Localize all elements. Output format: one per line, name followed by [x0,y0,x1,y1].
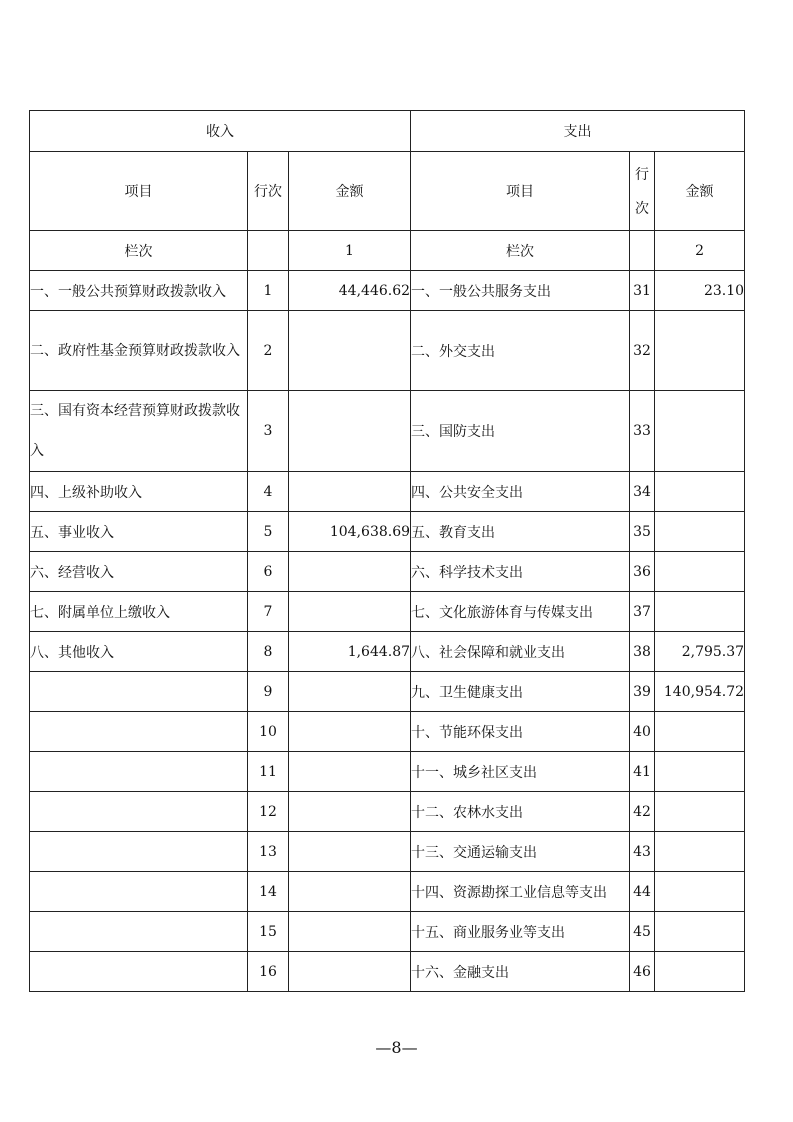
income-item-header: 项目 [30,152,248,231]
income-item: 六、经营收入 [30,552,248,592]
expense-line: 32 [630,311,655,391]
income-column-label: 栏次 [30,231,248,271]
income-line: 13 [248,832,289,872]
table-row [30,952,745,992]
income-amount [289,311,411,391]
expense-line: 38 [630,632,655,672]
table-row [30,271,745,311]
expense-line: 34 [630,472,655,512]
income-line: 16 [248,952,289,992]
income-item [30,712,248,752]
expense-amount [655,552,745,592]
income-item [30,912,248,952]
expense-item: 四、公共安全支出 [411,472,630,512]
expense-line-header-bottom: 次 [635,201,650,217]
income-column-number: 1 [289,231,411,271]
expense-amount [655,912,745,952]
expense-item: 八、社会保障和就业支出 [411,632,630,672]
table-row [30,512,745,552]
income-item: 二、政府性基金预算财政拨款收入 [30,311,248,391]
income-line: 4 [248,472,289,512]
expense-item: 十三、交通运输支出 [411,832,630,872]
income-line: 7 [248,592,289,632]
income-amount [289,472,411,512]
table-row [30,832,745,872]
page-number: —8— [375,1038,418,1057]
income-amount [289,792,411,832]
expense-item: 五、教育支出 [411,512,630,552]
expense-amount-header: 金额 [655,152,745,231]
table-row [30,472,745,512]
income-item: 五、事业收入 [30,512,248,552]
expense-line: 46 [630,952,655,992]
table-row [30,792,745,832]
income-amount [289,872,411,912]
income-line: 9 [248,672,289,712]
expense-column-label: 栏次 [411,231,630,271]
expense-item: 二、外交支出 [411,311,630,391]
column-number-row [30,231,745,271]
income-line: 12 [248,792,289,832]
table-row [30,912,745,952]
income-header: 收入 [30,111,411,152]
income-item [30,952,248,992]
expense-item: 七、文化旅游体育与传媒支出 [411,592,630,632]
income-item: 八、其他收入 [30,632,248,672]
income-line: 5 [248,512,289,552]
expense-amount [655,311,745,391]
expense-line: 41 [630,752,655,792]
income-item [30,672,248,712]
income-line: 6 [248,552,289,592]
income-line: 14 [248,872,289,912]
income-amount [289,552,411,592]
income-line-header: 行次 [248,152,289,231]
expense-amount [655,792,745,832]
expense-amount [655,952,745,992]
table-row [30,752,745,792]
income-amount [289,672,411,712]
expense-item: 三、国防支出 [411,391,630,472]
expense-column-number: 2 [655,231,745,271]
income-line: 10 [248,712,289,752]
expense-line-header [630,152,655,231]
expense-line: 40 [630,712,655,752]
income-amount [289,712,411,752]
expense-amount [655,472,745,512]
table-header-row [30,111,745,152]
income-item [30,872,248,912]
income-item [30,792,248,832]
expense-line: 33 [630,391,655,472]
table-row [30,712,745,752]
income-amount: 104,638.69 [289,512,411,552]
expense-item: 十五、商业服务业等支出 [411,912,630,952]
expense-item: 十四、资源勘探工业信息等支出 [411,872,630,912]
expense-amount [655,391,745,472]
income-item: 七、附属单位上缴收入 [30,592,248,632]
income-amount: 1,644.87 [289,632,411,672]
income-column-line [248,231,289,271]
expense-line: 35 [630,512,655,552]
expense-line: 44 [630,872,655,912]
budget-table [29,110,745,992]
expense-item: 十二、农林水支出 [411,792,630,832]
expense-line: 45 [630,912,655,952]
expense-amount: 140,954.72 [655,672,745,712]
expense-amount: 23.10 [655,271,745,311]
expense-amount [655,832,745,872]
expense-item: 九、卫生健康支出 [411,672,630,712]
expense-column-line [630,231,655,271]
income-amount: 44,446.62 [289,271,411,311]
income-amount-header: 金额 [289,152,411,231]
table-row [30,672,745,712]
expense-amount [655,592,745,632]
income-amount [289,592,411,632]
income-line: 15 [248,912,289,952]
income-line: 3 [248,391,289,472]
expense-item: 十一、城乡社区支出 [411,752,630,792]
income-amount [289,912,411,952]
income-line: 1 [248,271,289,311]
expense-line: 31 [630,271,655,311]
expense-line: 39 [630,672,655,712]
expense-item: 一、一般公共服务支出 [411,271,630,311]
expense-line: 37 [630,592,655,632]
income-item [30,752,248,792]
income-item: 三、国有资本经营预算财政拨款收入 [30,391,248,472]
income-item: 四、上级补助收入 [30,472,248,512]
expense-line: 43 [630,832,655,872]
expense-amount: 2,795.37 [655,632,745,672]
income-line: 2 [248,311,289,391]
expense-line: 36 [630,552,655,592]
table-row [30,632,745,672]
expense-line-header-top: 行 [635,167,650,183]
income-item: 一、一般公共预算财政拨款收入 [30,271,248,311]
table-row [30,592,745,632]
table-row [30,391,745,472]
income-line: 11 [248,752,289,792]
table-row [30,872,745,912]
expense-amount [655,712,745,752]
income-amount [289,952,411,992]
expense-item: 十六、金融支出 [411,952,630,992]
income-line: 8 [248,632,289,672]
income-amount [289,752,411,792]
table-row [30,552,745,592]
expense-amount [655,872,745,912]
expense-amount [655,752,745,792]
expense-header: 支出 [411,111,745,152]
table-subheader-row [30,152,745,231]
table-row [30,311,745,391]
expense-amount [655,512,745,552]
expense-item-header: 项目 [411,152,630,231]
income-amount [289,832,411,872]
income-item [30,832,248,872]
expense-item: 十、节能环保支出 [411,712,630,752]
income-amount [289,391,411,472]
expense-line: 42 [630,792,655,832]
expense-item: 六、科学技术支出 [411,552,630,592]
